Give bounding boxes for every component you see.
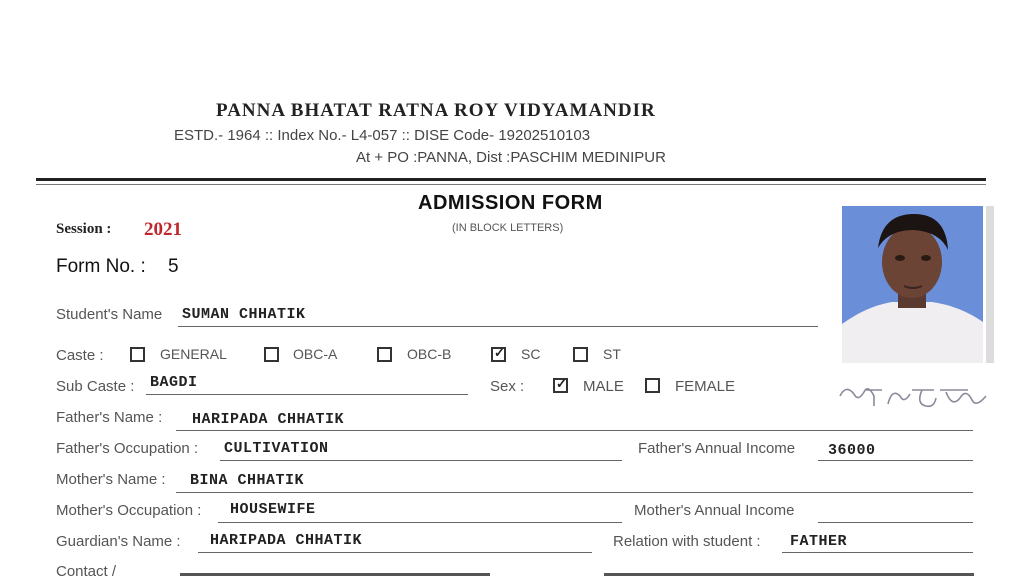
student-name-line [178,326,818,327]
father-occupation-label: Father's Occupation : [56,440,199,457]
form-no-label: Form No. : [56,256,146,277]
caste-general-checkbox[interactable] [130,347,145,362]
session-label: Session : [56,221,112,237]
mother-name-label: Mother's Name : [56,471,166,488]
sub-caste-value[interactable]: BAGDI [150,374,198,391]
school-address: At + PO :PANNA, Dist :PASCHIM MEDINIPUR [356,149,666,166]
form-subtitle: (IN BLOCK LETTERS) [452,222,564,234]
student-signature [836,378,992,414]
sub-caste-line [146,394,468,395]
session-value: 2021 [144,219,182,240]
mother-name-line [176,492,973,493]
caste-obca-checkbox[interactable] [264,347,279,362]
mother-name-value[interactable]: BINA CHHATIK [190,472,305,489]
caste-st-checkbox[interactable] [573,347,588,362]
sex-male-checkbox[interactable] [553,378,568,393]
sub-caste-label: Sub Caste : [56,378,135,395]
father-name-line [176,430,973,431]
sex-label: Sex : [490,378,525,395]
caste-label: Caste : [56,347,104,364]
father-name-value[interactable]: HARIPADA CHHATIK [192,411,345,428]
father-income-line [818,460,973,461]
caste-obcb-checkbox[interactable] [377,347,392,362]
contact-label: Contact / [56,563,117,580]
father-occupation-value[interactable]: CULTIVATION [224,440,329,457]
relation-label: Relation with student : [613,533,761,550]
header-divider [36,178,986,181]
form-title: ADMISSION FORM [418,192,603,214]
school-name: PANNA BHATAT RATNA ROY VIDYAMANDIR [216,100,656,121]
mother-income-line [818,522,973,523]
photo-edge [986,206,994,363]
school-info-line: ESTD.- 1964 :: Index No.- L4-057 :: DISE Code- 19202510103 [174,127,591,144]
caste-obca-label: OBC-A [293,346,338,362]
mother-occupation-value[interactable]: HOUSEWIFE [230,501,316,518]
mother-occupation-line [218,522,622,523]
caste-st-label: ST [603,346,621,362]
student-name-value[interactable]: SUMAN CHHATIK [182,306,306,323]
check-mark-icon: ✓ [494,345,505,360]
form-no-value: 5 [168,256,179,277]
check-mark-icon: ✓ [556,376,567,391]
father-income-label: Father's Annual Income [638,440,796,457]
caste-sc-checkbox[interactable] [491,347,506,362]
father-income-value[interactable]: 36000 [828,442,876,459]
guardian-name-line [198,552,592,553]
caste-obcb-label: OBC-B [407,346,452,362]
father-occupation-line [220,460,622,461]
header-divider-thin [36,184,986,185]
mother-occupation-label: Mother's Occupation : [56,502,202,519]
father-name-label: Father's Name : [56,409,163,426]
caste-sc-label: SC [521,346,541,362]
student-photo [842,206,983,363]
sex-female-label: FEMALE [675,378,736,395]
sex-male-label: MALE [583,378,624,395]
relation-value[interactable]: FATHER [790,533,848,550]
sex-female-checkbox[interactable] [645,378,660,393]
caste-general-label: GENERAL [160,346,227,362]
student-name-label: Student's Name [56,306,163,323]
relation-line [782,552,973,553]
mother-income-label: Mother's Annual Income [634,502,795,519]
guardian-name-label: Guardian's Name : [56,533,181,550]
guardian-name-value[interactable]: HARIPADA CHHATIK [210,532,363,549]
